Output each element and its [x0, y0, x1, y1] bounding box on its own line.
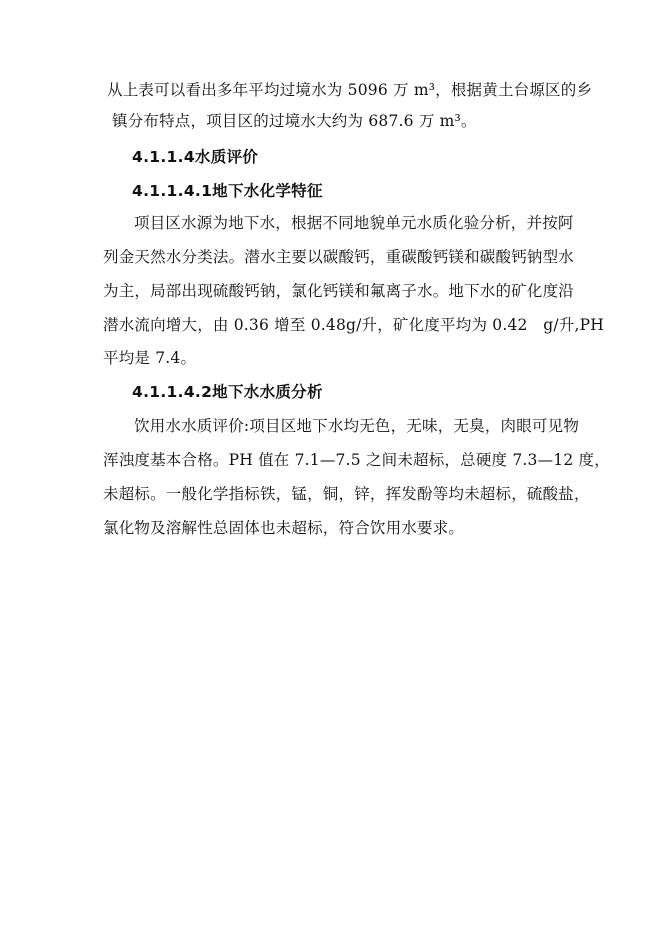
- sub2-line-2: 浑浊度基本合格。PH 值在 7.1—7.5 之间未超标，总硬度 7.3—12 度，: [103, 451, 610, 469]
- sub2-line-3: 未超标。一般化学指标铁，锰，铜，锌，挥发酚等均未超标，硫酸盐，: [103, 485, 590, 503]
- sub1-line-1: 项目区水源为地下水，根据不同地貌单元水质化验分析，并按阿: [134, 214, 574, 232]
- sub1-line-5: 平均是 7.4。: [103, 349, 197, 367]
- intro-line-1: 从上表可以看出多年平均过境水为 5096 万 m³，根据黄土台塬区的乡: [107, 81, 593, 99]
- subsection-heading-2: 4.1.1.4.2地下水水质分析: [132, 383, 323, 401]
- intro-line-2: 镇分布特点，项目区的过境水大约为 687.6 万 m³。: [112, 112, 477, 130]
- sub1-line-4: 潜水流向增大，由 0.36 增至 0.48g/升，矿化度平均为 0.42 g/升,PH: [103, 316, 605, 334]
- section-heading: 4.1.1.4水质评价: [132, 148, 259, 166]
- subsection-heading-1: 4.1.1.4.1地下水化学特征: [132, 182, 323, 200]
- sub1-line-2: 列金天然水分类法。潜水主要以碳酸钙，重碳酸钙镁和碳酸钙钠型水: [103, 248, 575, 266]
- sub2-line-4: 氯化物及溶解性总固体也未超标，符合饮用水要求。: [103, 519, 465, 537]
- sub2-line-1: 饮用水水质评价:项目区地下水均无色，无味，无臭，肉眼可见物: [134, 417, 580, 435]
- sub1-line-3: 为主，局部出现硫酸钙钠，氯化钙镁和氟离子水。地下水的矿化度沿: [103, 282, 575, 300]
